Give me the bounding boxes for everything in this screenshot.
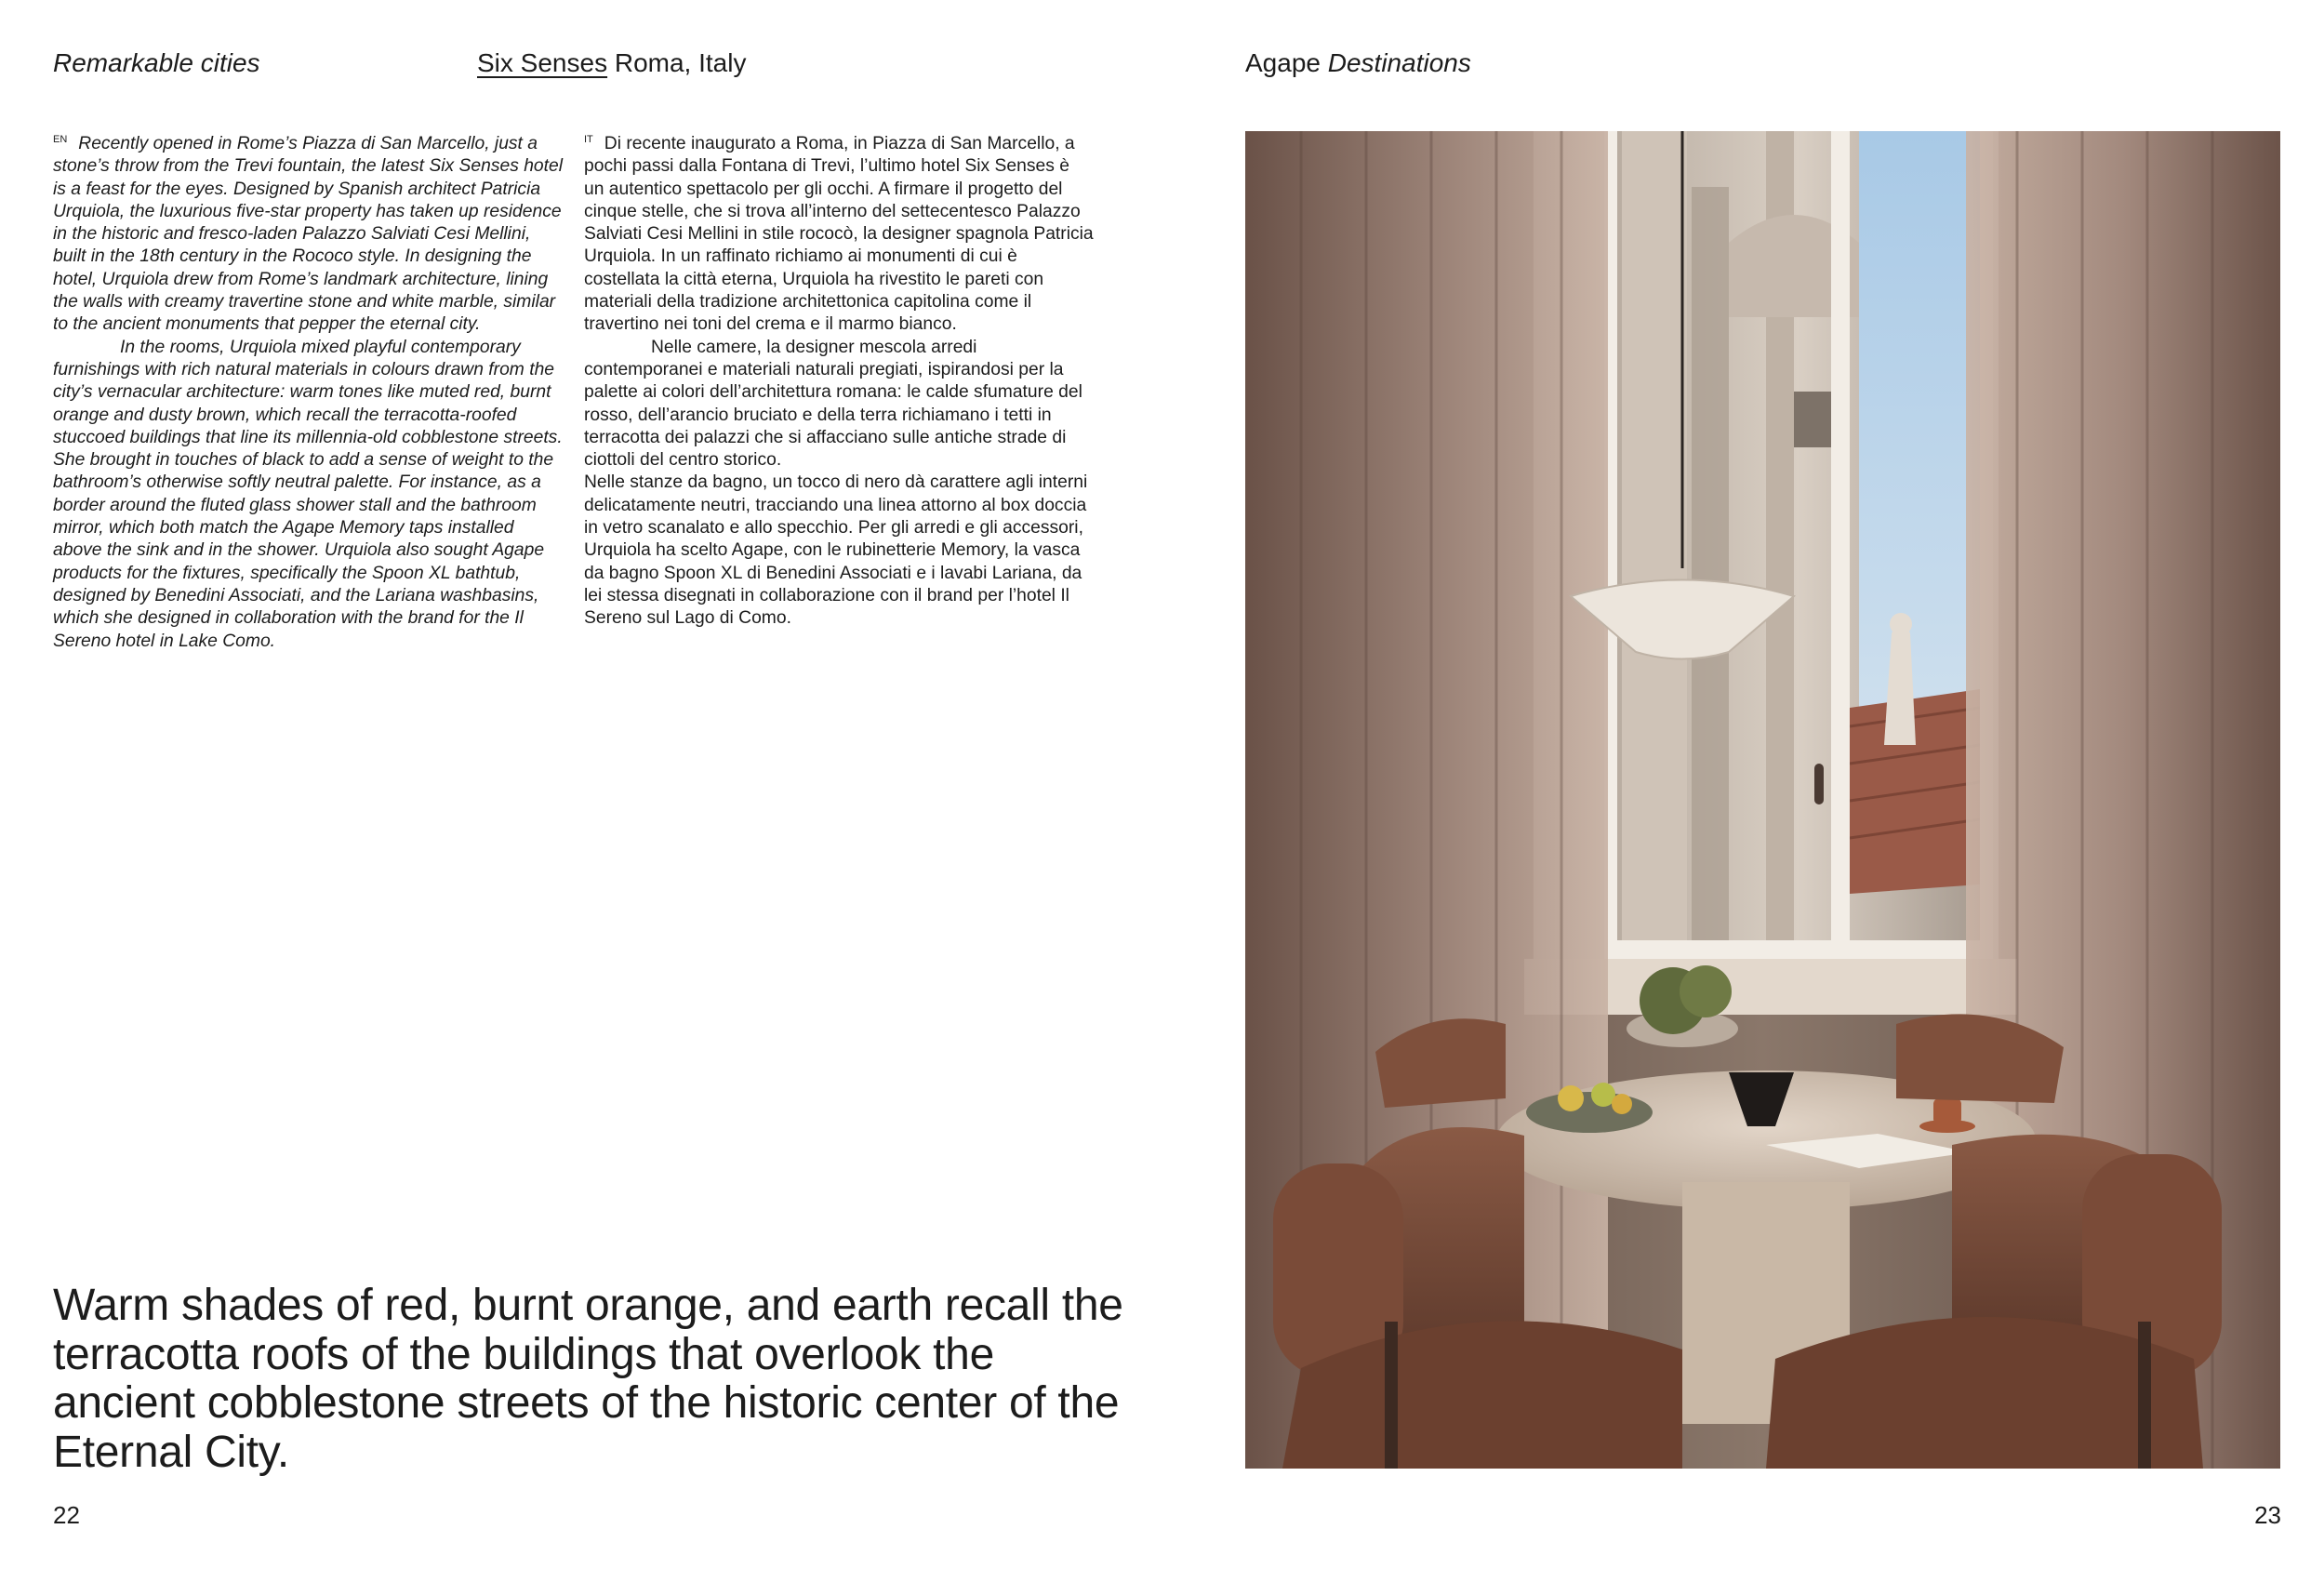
location-label: Roma, Italy: [614, 48, 747, 77]
language-tag-en: EN: [53, 134, 68, 145]
english-paragraph-2: In the rooms, Urquiola mixed playful contemporary furnishings with rich natural materials in colours drawn from the city’s vernacular architecture: warm tones like muted red, burnt orange and dusty brown, which recall the terracotta-roofed stuccoed buildings that line its millennia-old cobblestone streets. She brought in touches of black to add a sense of weight to the bathroom’s otherwise softly neutral palette. For instance, as a border around the fluted glass shower stall and the bathroom mirror, which both match the Agape Memory taps installed above the sink and in the shower. Urquiola also sought Agape products for the fixtures, specifically the Spoon XL bathtub, designed by Benedini Associati, and the Lariana washbasins, which she designed in collaboration with the brand for the Il Sereno hotel in Lake Como.: [53, 337, 563, 651]
article-title: [477, 45, 746, 82]
magazine-brand: Agape: [1245, 48, 1321, 77]
pull-quote: Warm shades of red, burnt orange, and earth recall the terracotta roofs of the buildings that overlook the ancient cobblestone streets of the historic center of the Eternal City.: [53, 1281, 1123, 1477]
brand-link[interactable]: Six Senses: [477, 48, 608, 77]
page-number-left: 22: [53, 1501, 80, 1529]
page-number-right: 23: [2254, 1501, 2281, 1529]
language-tag-it: IT: [584, 134, 593, 145]
english-text-column: [53, 128, 563, 653]
section-title: Remarkable cities: [53, 48, 260, 77]
english-paragraph-1: $^{EN}$ Recently opened in Rome’s Piazza di San Marcello, just a stone’s throw from the Trevi fountain, the latest Six Senses hotel is a feast for the eyes. Designed by Spanish architect Patricia Urquiola, the luxurious five-star property has taken up residence in the historic and fresco-laden Palazzo Salviati Cesi Mellini, built in the 18th century in the Rococo style. In designing the hotel, Urquiola drew from Rome’s landmark architecture, lining the walls with creamy travertine stone and white marble, similar to the ancient monuments that pepper the eternal city.: [53, 134, 564, 335]
hotel-room-photo: [1245, 131, 2280, 1469]
italian-paragraph-1: $^{IT}$ Di recente inaugurato a Roma, in Piazza di San Marcello, a pochi passi dalla Fontana di Trevi, l’ultimo hotel Six Senses è un autentico spettacolo per gli occhi. A firmare il progetto del cinque stelle, che si trova all’interno del settecentesco Palazzo Salviati Cesi Mellini in stile rococò, la designer spagnola Patricia Urquiola. In un raffinato richiamo ai monumenti di cui è costellata la città eterna, Urquiola ha rivestito le pareti con materiali della tradizione architettonica capitolina come il travertino nei toni del crema e il marmo bianco.: [584, 134, 1094, 335]
italian-paragraph-2: Nelle camere, la designer mescola arredi contemporanei e materiali naturali pregiati, ispirandosi per la palette ai colori dell’architettura romana: le calde sfumature del rosso, dell’arancio bruciato e della terra richiamano i tetti in terracotta dei palazzi che si affacciano sulle antiche strade di ciottoli del centro storico.: [584, 337, 1082, 471]
dining-nook-illustration: [1245, 131, 2280, 1469]
italian-text-column: [584, 128, 1094, 631]
magazine-header: [1245, 45, 1471, 82]
magazine-section: Destinations: [1327, 48, 1471, 77]
italian-paragraph-3: Nelle stanze da bagno, un tocco di nero dà carattere agli interni delicatamente neutri, tracciando una linea attorno al box doccia in vetro scanalato e allo specchio. Per gli arredi e gli accessori, Urquiola ha scelto Agape, con le rubinetterie Memory, la vasca da bagno Spoon XL di Benedini Associati e i lavabi Lariana, da lei stessa disegnati in collaborazione con il brand per l’hotel Il Sereno sul Lago di Como.: [584, 472, 1088, 629]
